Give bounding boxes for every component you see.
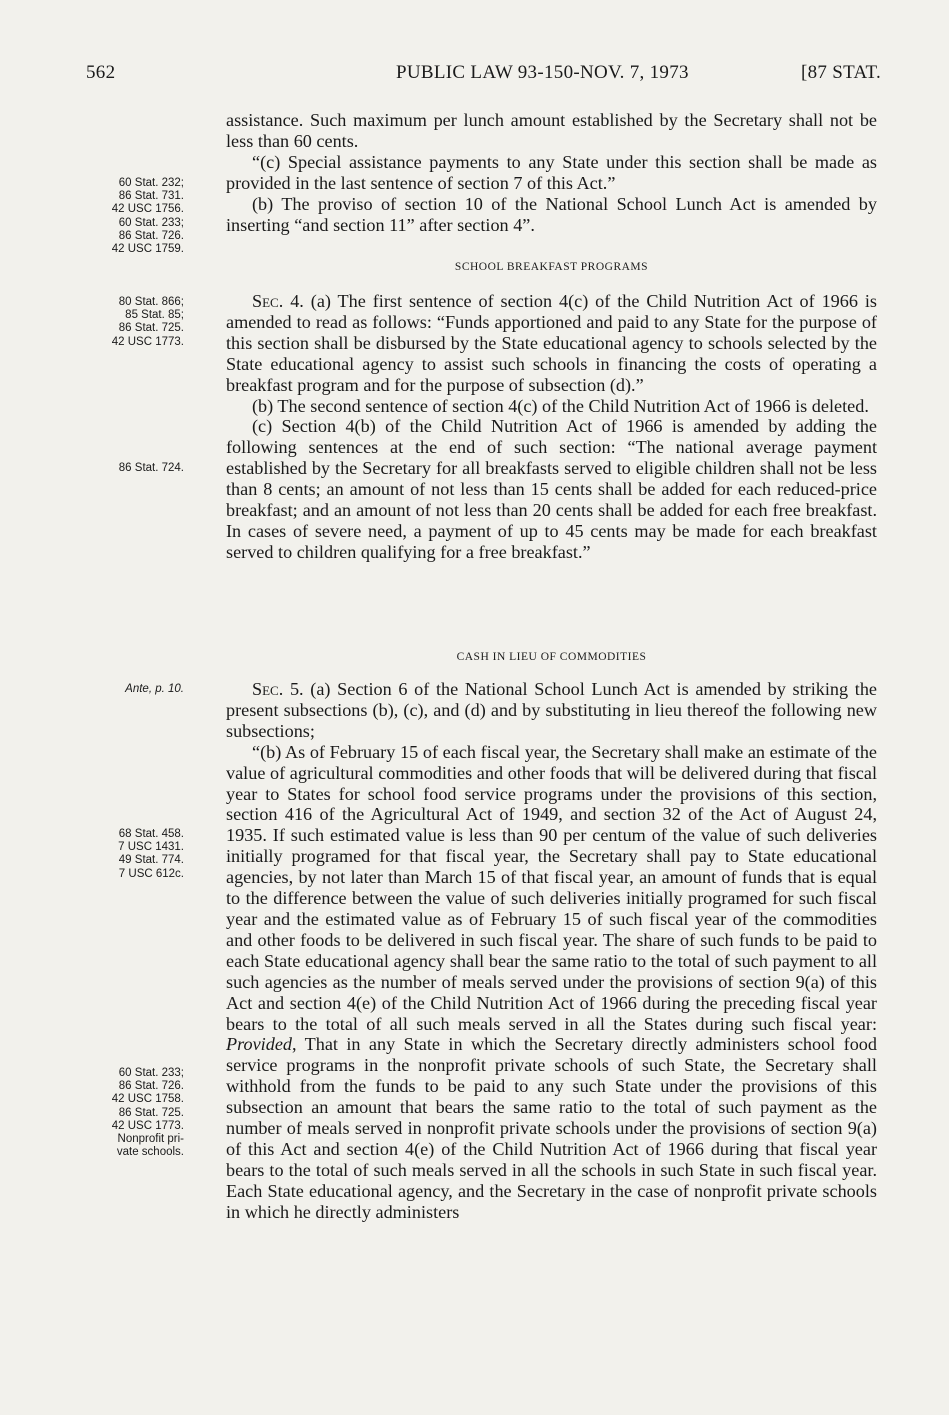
margin-note bbox=[60, 296, 184, 349]
margin-note-line: 60 Stat. 233; bbox=[118, 1067, 184, 1079]
margin-note-line: 7 USC 612c. bbox=[118, 867, 184, 880]
margin-note-line: 86 Stat. 725. bbox=[118, 1106, 184, 1119]
margin-note-line: 85 Stat. 85; bbox=[125, 309, 184, 322]
paragraph: assistance. Such maximum per lunch amount established by the Secretary shall not be less than 60 cents. bbox=[226, 110, 877, 151]
paragraph-text: (a) The first sentence of section 4(c) of the Child Nutrition Act of 1966 is amended to read as follows: “Funds apportioned and paid to any State for the purpose of this section shall be disbursed by the State educational agency to schools selected by the State educational agency to assist such schools in financing the costs of operating a breakfast program and for the purpose of subsection (d).” bbox=[226, 291, 877, 395]
margin-note-line: 42 USC 1773. bbox=[111, 335, 184, 348]
section-heading: SCHOOL BREAKFAST PROGRAMS bbox=[454, 261, 649, 273]
margin-note bbox=[60, 1067, 184, 1159]
paragraph bbox=[226, 291, 877, 396]
margin-note-line: 86 Stat. 731. bbox=[118, 190, 184, 203]
margin-note-line: 68 Stat. 458. bbox=[118, 828, 184, 840]
page-header bbox=[86, 62, 881, 88]
paragraph-text: (a) Section 6 of the National School Lunch Act is amended by striking the present subsections (b), (c), and (d) and by substituting in lieu thereof the following new subsections; bbox=[226, 679, 878, 741]
margin-note bbox=[60, 177, 184, 256]
margin-note-line: 86 Stat. 726. bbox=[118, 229, 184, 242]
paragraph: (b) The proviso of section 10 of the National School Lunch Act is amended by inserting “and section 11” after section 4”. bbox=[226, 193, 877, 235]
margin-note-line: 80 Stat. 866; bbox=[118, 296, 184, 308]
paragraph-text: , That in any State in which the Secretary directly administers school food service programs in the nonprofit private schools of such State, the Secretary shall withhold from the funds to be paid to any such State under the provisions of this subsection an amount that bears the same ratio to the total of such payment as the number of meals served in nonprofit private schools under the provisions of section 9(a) of this Act and section 4(e) of the Child Nutrition Act of 1966 during that fiscal year bears to the total of such meals served in all the schools in such State in such fiscal year. Each State educational agency, and the Secretary in the case of nonprofit private schools in which he directly administers bbox=[226, 1034, 877, 1222]
margin-note-line: 60 Stat. 232; bbox=[118, 177, 184, 189]
margin-note-line: 42 USC 1756. bbox=[111, 203, 184, 216]
paragraph: (c) Section 4(b) of the Child Nutrition Act of 1966 is amended by adding the following sentences at the end of such section: “The national average payment established by the Secretary for all breakfasts served to eligible children shall not be less than 8 cents; an amount of not less than 15 cents shall be added for each reduced-price breakfast; and an amount of not less than 20 cents shall be added for each free breakfast. In cases of severe need, a payment of up to 45 cents may be made for each breakfast served to children qualifying for a free breakfast.” bbox=[226, 416, 877, 562]
margin-note-line: 86 Stat. 726. bbox=[118, 1080, 184, 1093]
paragraph bbox=[226, 742, 877, 1223]
margin-note-line: 86 Stat. 724. bbox=[118, 462, 184, 474]
section-heading: CASH IN LIEU OF COMMODITIES bbox=[456, 651, 647, 663]
margin-note-line: 49 Stat. 774. bbox=[118, 854, 184, 867]
margin-note-line: 7 USC 1431. bbox=[118, 841, 184, 854]
paragraph: “(c) Special assistance payments to any State under this section shall be made as provided in the last sentence of section 7 of this Act.” bbox=[226, 151, 877, 193]
body-block-2 bbox=[226, 291, 877, 563]
margin-note bbox=[60, 828, 184, 881]
margin-note-line: Ante, p. 10. bbox=[125, 683, 184, 695]
margin-note-line: 42 USC 1758. bbox=[111, 1093, 184, 1106]
paragraph bbox=[226, 679, 877, 742]
margin-note-line: 42 USC 1759. bbox=[111, 243, 184, 256]
margin-note bbox=[60, 462, 184, 475]
margin-note bbox=[60, 683, 184, 696]
body-block-3 bbox=[226, 679, 877, 1223]
page-number: 562 bbox=[86, 62, 116, 83]
section-lead: Sec. 5. bbox=[252, 679, 304, 699]
margin-note-line: Nonprofit pri- bbox=[117, 1133, 184, 1146]
margin-note-line: 60 Stat. 233; bbox=[118, 216, 184, 229]
margin-note-line: vate schools. bbox=[116, 1146, 184, 1159]
paragraph: (b) The second sentence of section 4(c) of the Child Nutrition Act of 1966 is deleted. bbox=[252, 395, 869, 416]
provided-term: Provided bbox=[226, 1034, 292, 1055]
margin-note-line: 42 USC 1773. bbox=[111, 1119, 184, 1132]
paragraph-text: “(b) As of February 15 of each fiscal year, the Secretary shall make an estimate of the value of agricultural commodities and other foods that will be delivered during that fiscal year to States for school food service programs under the provisions of this section, section 416 of the Agricultural Act of 1949, and section 32 of the Act of August 24, 1935. If such estimated value is less than 90 per centum of the value of such deliveries initially programed for that fiscal year, the Secretary shall pay to State educational agencies, by not later than March 15 of that fiscal year, an amount of funds that is equal to the difference between the value of such deliveries initially programed for such fiscal year and the estimated value as of February 15 of such fiscal year of the commodities and other foods to be delivered in such fiscal year. The share of such funds to be paid to each State educational agency shall bear the same ratio to the total of such payment to all such agencies as the number of meals served under the provisions of section 9(a) of this Act and section 4(e) of the Child Nutrition Act of 1966 during the preceding fiscal year bears to the total of all such meals served in all the States during such fiscal year: bbox=[226, 741, 877, 1034]
body-block-1 bbox=[226, 110, 877, 235]
running-title: PUBLIC LAW 93-150-NOV. 7, 1973 bbox=[396, 62, 689, 83]
statute-volume: [87 STAT. bbox=[801, 62, 881, 83]
margin-note-line: 86 Stat. 725. bbox=[118, 322, 184, 335]
section-lead: Sec. 4. bbox=[252, 291, 304, 311]
